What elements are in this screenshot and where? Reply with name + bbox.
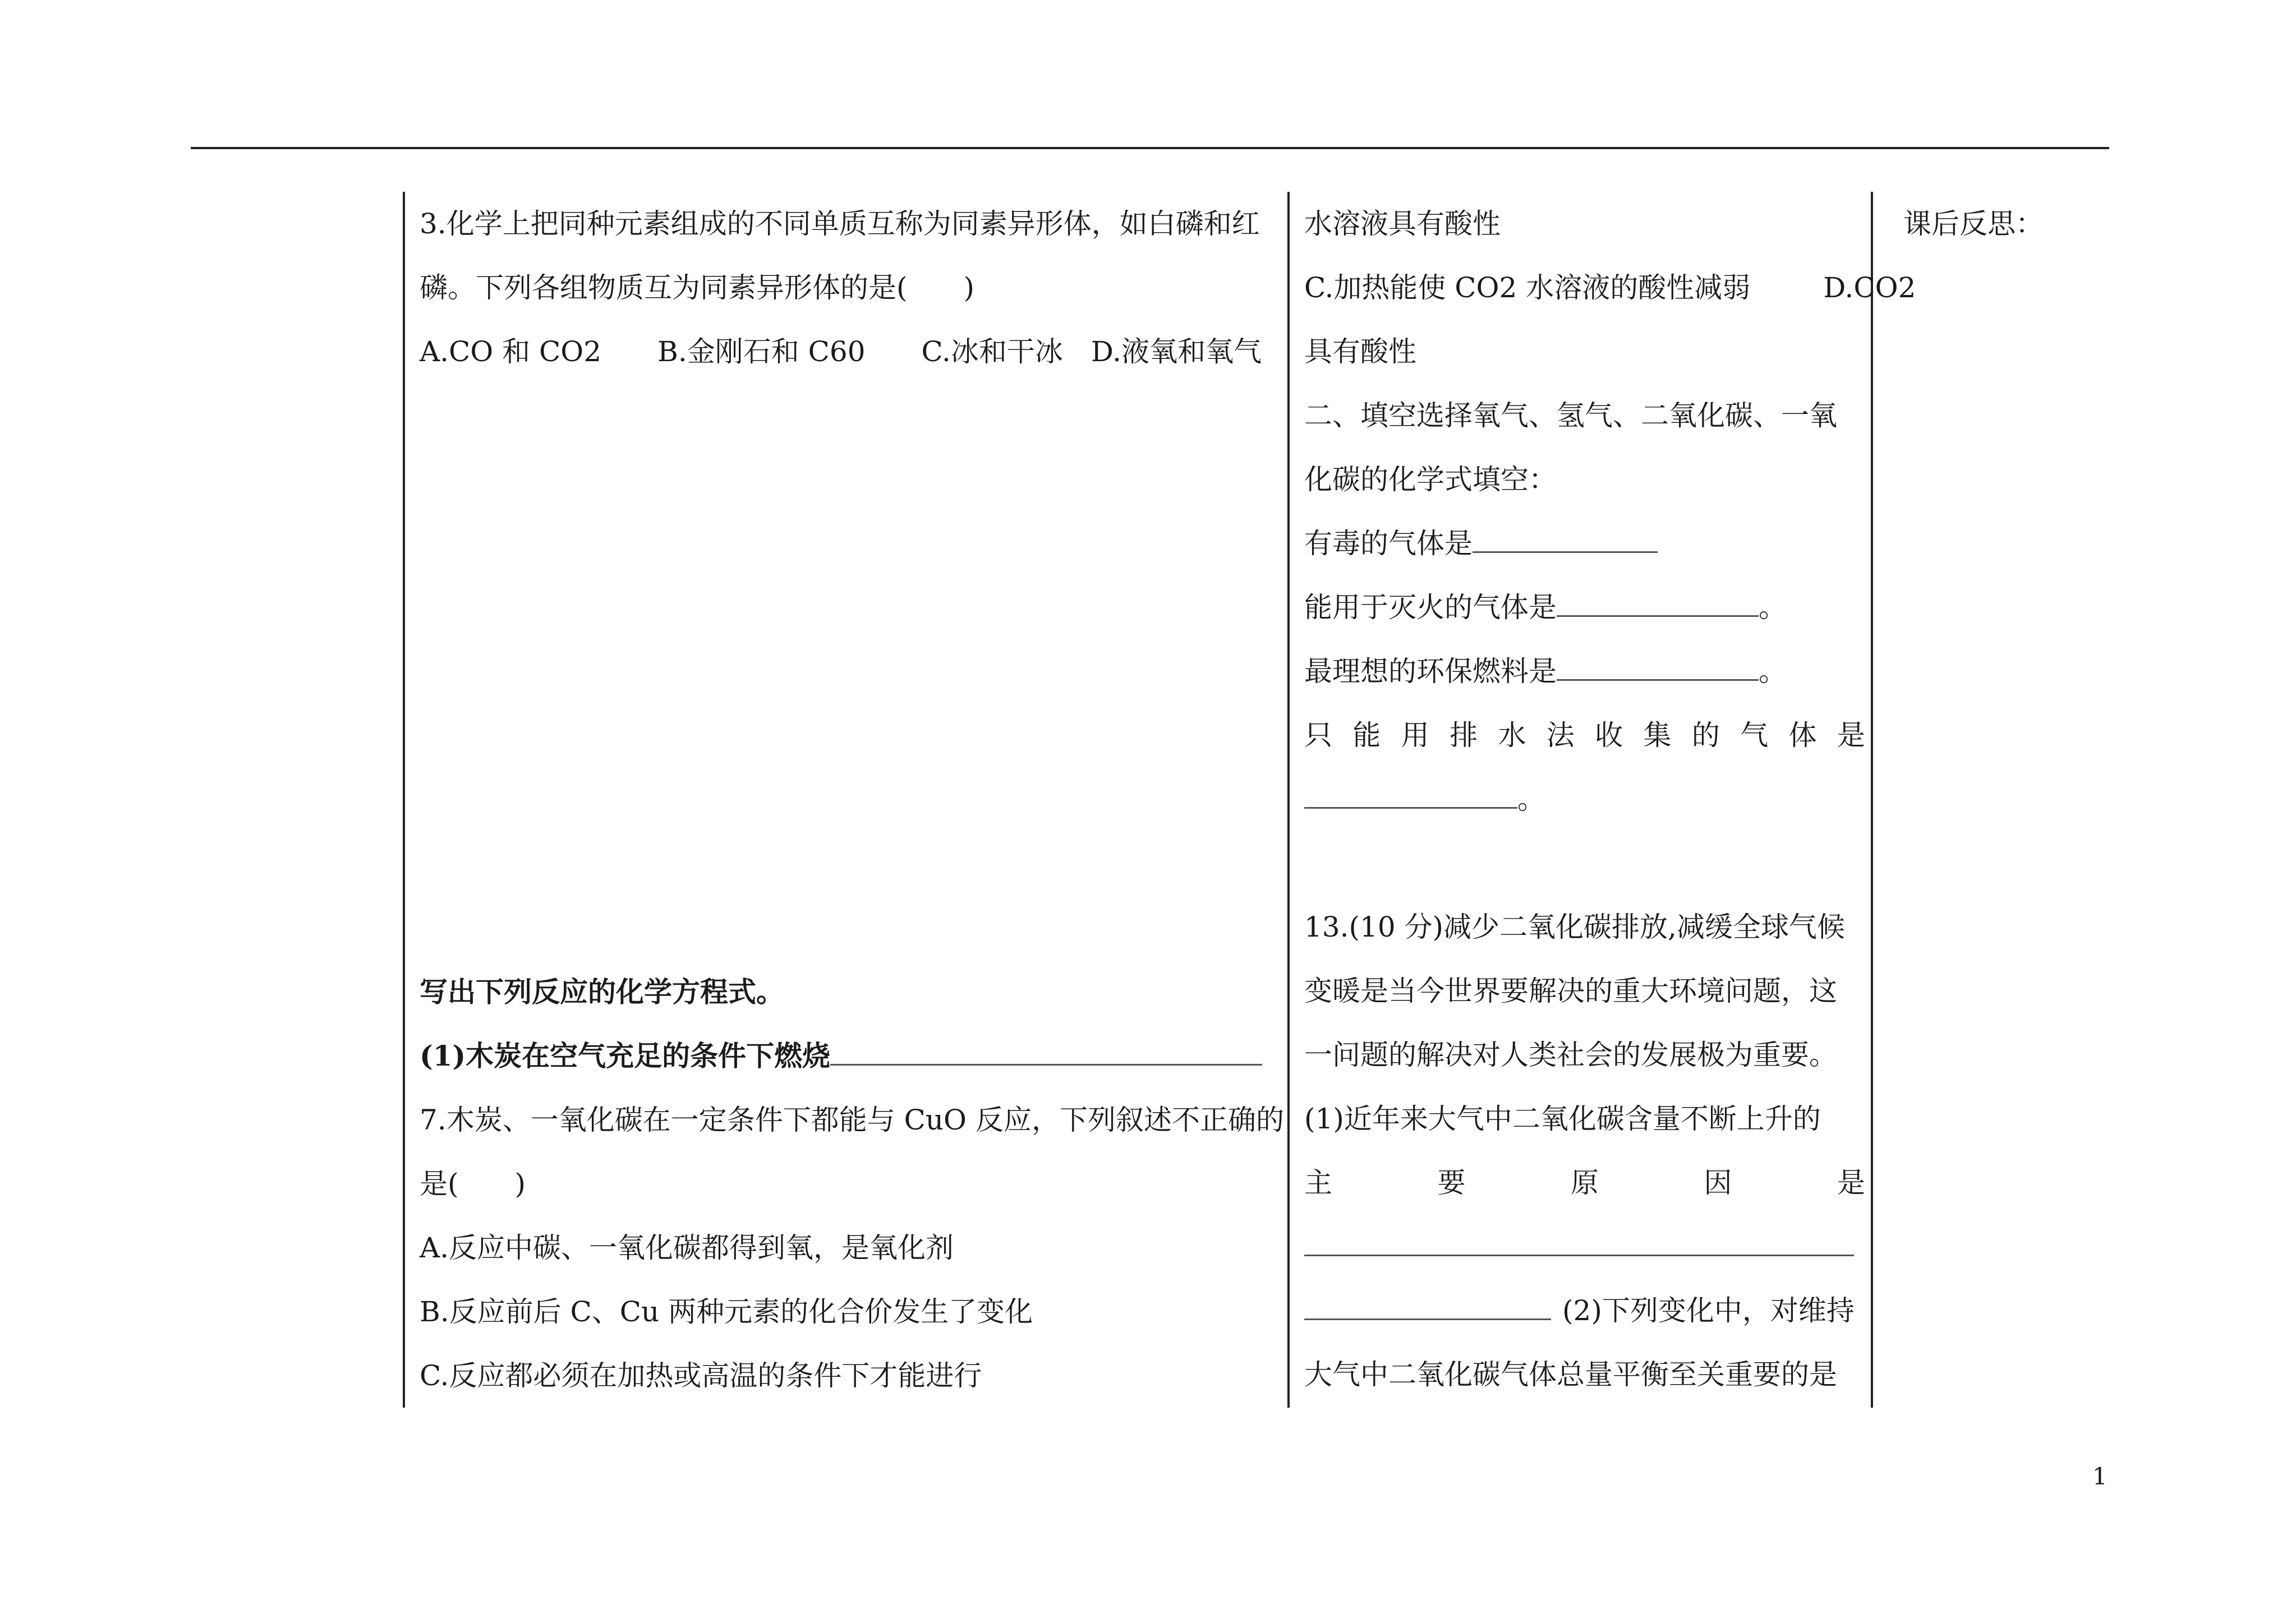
equation-item-1-text: (1)木炭在空气充足的条件下燃烧: [420, 1039, 831, 1072]
fill-item-toxic: [1304, 511, 1888, 575]
answer-space: [420, 384, 1280, 960]
fill-blank-fuel[interactable]: [1557, 640, 1759, 681]
question-3-line-2: 磷。下列各组物质互为同素异形体的是( ): [420, 271, 975, 304]
question-3-line-1: 3.化学上把同种元素组成的不同单质互称为同素异形体，如白磷和红: [420, 208, 1260, 240]
question-7-line-2: 是( ): [420, 1168, 526, 1200]
question-7-option-c: C.反应都必须在加热或高温的条件下才能进行: [420, 1359, 982, 1392]
question-7-option-b: B.反应前后 C、Cu 两种元素的化合价发生了变化: [420, 1295, 1033, 1328]
question-7-line-1: 7.木炭、一氧化碳在一定条件下都能与 CuO 反应，下列叙述不正确的: [420, 1104, 1284, 1136]
column-left: [420, 192, 1284, 1408]
question-13-line-2: 变暖是当今世界要解决的重大环境问题，这: [1304, 975, 1837, 1007]
column-right: [1888, 192, 2078, 1408]
q12-continued-line: 水溶液具有酸性: [1304, 208, 1501, 240]
q12-option-d: D.CO2: [1823, 271, 1916, 304]
fill-section-title-2: 化碳的化学式填空：: [1304, 463, 1557, 496]
question-13-answer-line: [1304, 1215, 1888, 1279]
question-3-options: A.CO 和 CO2 B.金刚石和 C60 C.冰和干冰 D.液氧和氧气: [420, 335, 1262, 368]
q13-answer-blank-1[interactable]: [1304, 1215, 1854, 1256]
question-13-line-3: 一问题的解决对人类社会的发展极为重要。: [1304, 1039, 1837, 1071]
equations-title: 写出下列反应的化学方程式。: [420, 975, 784, 1008]
q12-option-d-continued: 具有酸性: [1304, 335, 1416, 368]
q13-answer-blank-2[interactable]: [1304, 1279, 1551, 1320]
column-middle: [1304, 192, 1916, 1408]
fill-item-fuel-label: 最理想的环保燃料是: [1304, 655, 1557, 688]
column-divider-left: [403, 192, 405, 1408]
fill-item-water: 只 能 用 排 水 法 收 集 的 气 体 是: [1304, 719, 1865, 751]
question-13-part-1: (1)近年来大气中二氧化碳含量不断上升的: [1304, 1103, 1821, 1135]
q12-options-line: [1304, 256, 1916, 320]
question-13-part-2-text: (2)下列变化中，对维持: [1562, 1294, 1855, 1327]
fill-section-title-1: 二、填空选择氧气、氢气、二氧化碳、一氧: [1304, 399, 1837, 432]
fill-item-fuel: 最理想的环保燃料是 。: [1304, 639, 1888, 703]
header-rule: [191, 147, 2109, 149]
fill-item-fire-label: 能用于灭火的气体是: [1304, 591, 1557, 624]
fill-blank-fire[interactable]: [1557, 576, 1759, 617]
column-divider-middle: [1287, 192, 1290, 1408]
equation-answer-blank[interactable]: [830, 1025, 1262, 1066]
fill-blank-toxic[interactable]: [1473, 512, 1658, 553]
fill-item-toxic-label: 有毒的气体是: [1304, 527, 1473, 560]
question-13-part-1-continued: 主 要 原 因 是: [1304, 1166, 1865, 1199]
page-number: 1: [2092, 1463, 2108, 1490]
question-13-line-1: 13.(10 分)减少二氧化碳排放,减缓全球气候: [1304, 911, 1845, 943]
equation-item-1: [420, 1024, 1280, 1088]
fill-item-water-blank-line: 。: [1304, 767, 1888, 831]
question-13-part-2-line-2: 大气中二氧化碳气体总量平衡至关重要的是: [1304, 1358, 1837, 1391]
reflection-title: 课后反思：: [1903, 208, 2044, 240]
question-7-option-a: A.反应中碳、一氧化碳都得到氧，是氧化剂: [420, 1232, 954, 1264]
fill-item-fire: 能用于灭火的气体是 。: [1304, 575, 1888, 639]
question-13-part-2: [1304, 1279, 1888, 1343]
fill-blank-water[interactable]: [1304, 768, 1517, 809]
q12-option-c: C.加热能使 CO2 水溶液的酸性减弱: [1304, 271, 1751, 304]
